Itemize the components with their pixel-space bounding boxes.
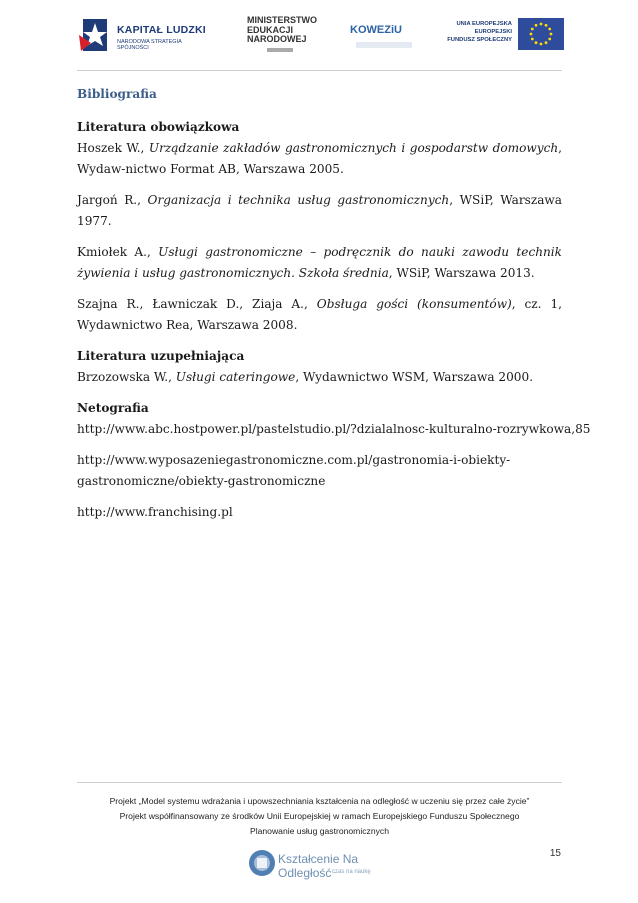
section-title: Bibliografia (77, 87, 157, 101)
netography-heading: Netografia (77, 401, 149, 415)
page-number: 15 (549, 848, 561, 859)
kapital-ludzki-star-icon (77, 15, 113, 55)
footer-funding-line: Projekt współfinansowany ze środków Unii Europejskiej w ramach Europejskiego Funduszu Społecznego (119, 811, 520, 821)
ministry-text: MINISTERSTWO EDUKACJI NARODOWEJ (247, 15, 317, 44)
ministry-emblem-icon (267, 48, 293, 52)
kowezu-logo (350, 18, 420, 54)
netography (77, 398, 591, 523)
supplementary-literature (77, 346, 562, 388)
footer-course-line: Planowanie usług gastronomicznych (249, 826, 389, 836)
footer (77, 794, 562, 839)
eu-logo (446, 16, 564, 54)
kapital-ludzki-logo (77, 15, 212, 55)
kno-subtitle: czas na naukę (332, 869, 371, 875)
bibliography-entry: Kmiołek A., Usługi gastronomiczne – podręcznik do nauki zawodu technik żywienia i usług gastronomicznych. Szkoła średnia, WSiP, Warszawa 2013. (77, 245, 562, 280)
eu-text: UNIA EUROPEJSKA EUROPEJSKI FUNDUSZ SPOŁECZNY (447, 21, 512, 43)
kowezu-title: KOWEZiU (350, 24, 402, 36)
bibliography-entry: Brzozowska W., Usługi cateringowe, Wydawnictwo WSM, Warszawa 2000. (77, 370, 534, 384)
ksztalcenie-na-odleglosc-logo (248, 848, 393, 882)
kno-emblem-icon (248, 848, 276, 878)
bibliography-entry: Hoszek W., Urządzanie zakładów gastronomicznych i gospodarstw domowych, Wydaw-nictwo Format AB, Warszawa 2005. (77, 141, 562, 176)
kowezu-subtitle-mark (356, 42, 412, 48)
netography-link[interactable]: http://www.franchising.pl (77, 505, 233, 519)
supplementary-heading: Literatura uzupełniająca (77, 349, 245, 363)
netography-link[interactable]: http://www.abc.hostpower.pl/pastelstudio.pl/?dzialalnosc-kulturalno-rozrywkowa,85 (77, 422, 591, 436)
netography-link[interactable]: http://www.wyposazeniegastronomiczne.com.pl/gastronomia-i-obiekty-gastronomiczne/obiekty-gastronomiczne (77, 453, 511, 488)
footer-divider (77, 782, 562, 783)
mandatory-heading: Literatura obowiązkowa (77, 120, 240, 134)
kapital-ludzki-title: KAPITAŁ LUDZKI (117, 24, 206, 36)
header-divider (77, 70, 562, 71)
eu-flag-icon (518, 18, 564, 50)
bibliography-content (77, 84, 591, 533)
footer-project-line: Projekt „Model systemu wdrażania i upowszechniania kształcenia na odległość w uczeniu się przez całe życie” (109, 796, 530, 806)
ministry-logo (247, 16, 319, 56)
kno-title: Kształcenie Na Odległość (278, 852, 359, 880)
mandatory-literature (77, 117, 562, 336)
bibliography-entry: Jargoń R., Organizacja i technika usług gastronomicznych, WSiP, Warszawa 1977. (77, 193, 562, 228)
bibliography-entry: Szajna R., Ławniczak D., Ziaja A., Obsługa gości (konsumentów), cz. 1, Wydawnictwo Rea, Warszawa 2008. (77, 297, 562, 332)
kapital-ludzki-subtitle: NARODOWA STRATEGIA SPÓJNOŚCI (117, 39, 182, 51)
